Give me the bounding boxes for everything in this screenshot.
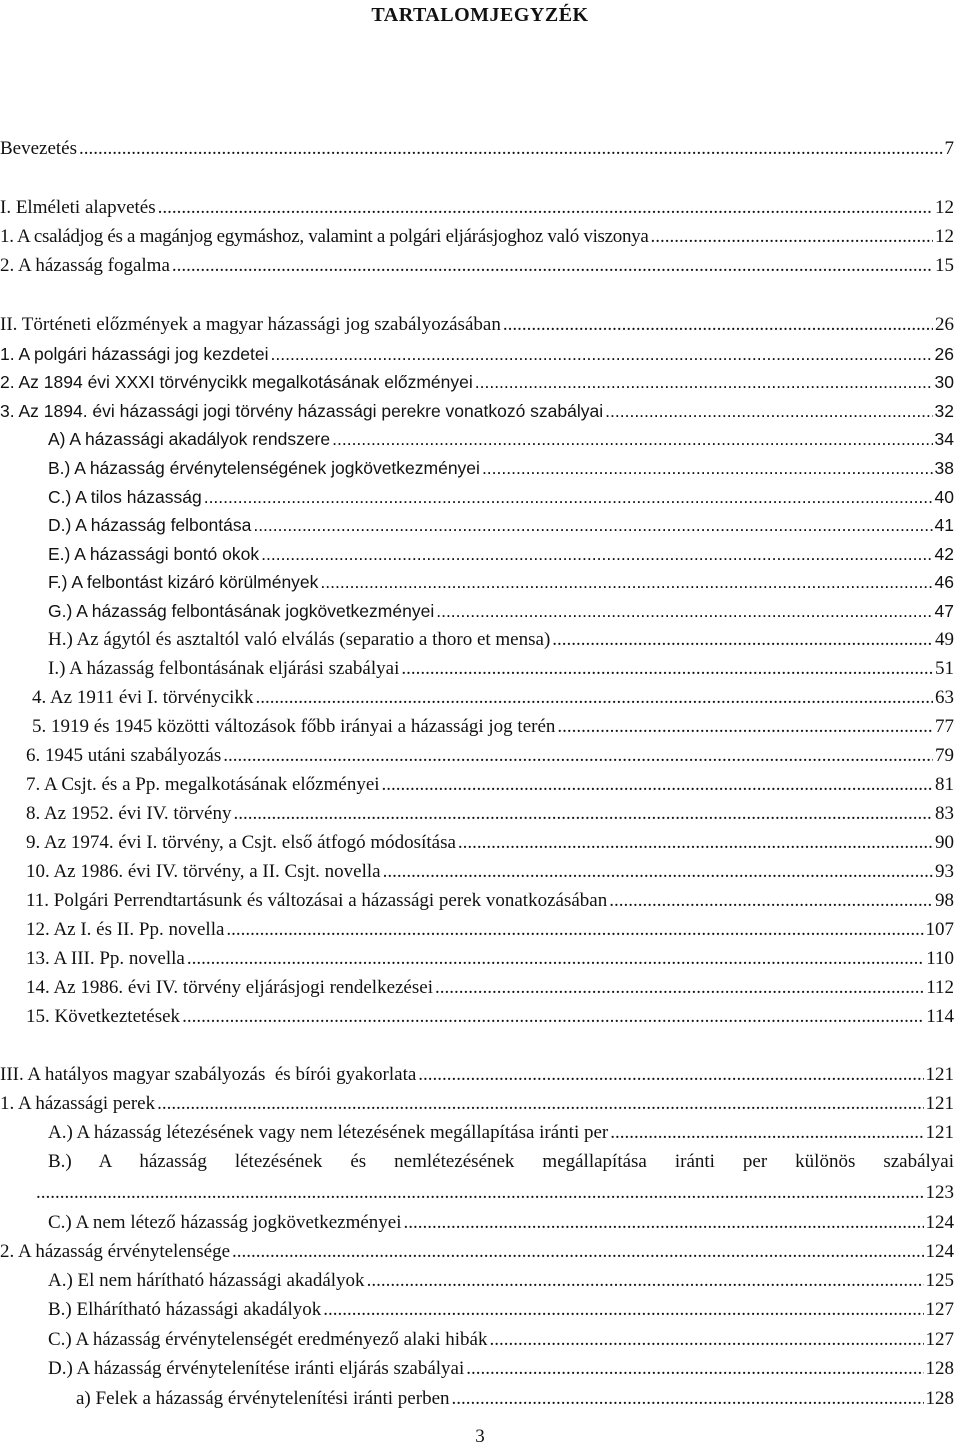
leader-dots bbox=[436, 598, 932, 624]
toc-entry-text: 5. 1919 és 1945 közötti változások főbb irányai a házassági jog terén bbox=[32, 716, 556, 737]
toc-entry-chapter-3[interactable] bbox=[0, 1062, 954, 1088]
toc-entry-text: E.) A házassági bontó okok bbox=[48, 544, 260, 564]
leader-dots bbox=[367, 1268, 924, 1294]
toc-entry-page: 30 bbox=[934, 372, 954, 392]
toc-entry-1-1[interactable] bbox=[0, 224, 954, 250]
toc-entry-page: 127 bbox=[925, 1329, 954, 1350]
toc-entry-text: A.) A házasság létezésének vagy nem létezésének megállapítása iránti per bbox=[48, 1122, 609, 1143]
leader-dots bbox=[458, 830, 933, 856]
toc-entry-page: 121 bbox=[925, 1064, 954, 1085]
toc-entry-chapter-1[interactable] bbox=[0, 195, 954, 221]
leader-dots bbox=[466, 1356, 923, 1382]
toc-entry-page: 63 bbox=[935, 687, 954, 708]
leader-dots bbox=[605, 398, 932, 424]
toc-entry-page: 46 bbox=[934, 572, 954, 592]
toc-entry-2-7[interactable] bbox=[26, 772, 954, 798]
toc-entry-2-3-f[interactable] bbox=[48, 569, 954, 595]
page-number: 3 bbox=[475, 1426, 485, 1447]
leader-dots bbox=[320, 569, 932, 595]
toc-entry-text: 2. Az 1894 évi XXXI törvénycikk megalkotásának előzményei bbox=[0, 372, 473, 392]
toc-entry-text: 3. Az 1894. évi házassági jogi törvény házassági perekre vonatkozó szabályai bbox=[0, 401, 604, 421]
toc-entry-2-11[interactable] bbox=[26, 888, 954, 914]
leader-dots bbox=[172, 253, 933, 279]
toc-entry-2-10[interactable] bbox=[26, 859, 954, 885]
toc-entry-3-1[interactable] bbox=[0, 1091, 954, 1117]
toc-entry-page: 7 bbox=[944, 138, 954, 159]
leader-dots bbox=[557, 714, 933, 740]
toc-entry-text: 6. 1945 utáni szabályozás bbox=[26, 745, 222, 766]
toc-entry-2-2[interactable] bbox=[0, 369, 954, 395]
toc-entry-3-1-b-text[interactable]: B.) A házasság létezésének és nemlétezésének megállapítása iránti per különös szabályai bbox=[48, 1151, 954, 1172]
leader-dots bbox=[271, 341, 933, 367]
toc-entry-text: D.) A házasság érvénytelenítése iránti eljárás szabályai bbox=[48, 1358, 465, 1379]
toc-entry-3-2[interactable] bbox=[0, 1239, 954, 1265]
toc-entry-page: 107 bbox=[925, 919, 954, 940]
toc-entry-text: 4. Az 1911 évi I. törvénycikk bbox=[32, 687, 254, 708]
toc-entry-page: 26 bbox=[935, 314, 954, 335]
leader-dots bbox=[489, 1327, 923, 1353]
toc-entry-page: 12 bbox=[935, 197, 954, 218]
toc-entry-text: 11. Polgári Perrendtartásunk és változásai a házassági perek vonatkozásában bbox=[26, 890, 608, 911]
toc-entry-page: 127 bbox=[925, 1299, 954, 1320]
toc-entry-text: C.) A házasság érvénytelenségét eredményező alaki hibák bbox=[48, 1329, 488, 1350]
toc-entry-3-2-b[interactable] bbox=[48, 1297, 954, 1323]
toc-entry-3-1-a[interactable] bbox=[48, 1120, 954, 1146]
leader-dots bbox=[233, 801, 933, 827]
toc-entry-page: 121 bbox=[925, 1093, 954, 1114]
toc-entry-page: 47 bbox=[934, 601, 954, 621]
toc-entry-text: 1. A polgári házassági jog kezdetei bbox=[0, 344, 269, 364]
toc-entry-text: F.) A felbontást kizáró körülmények bbox=[48, 572, 319, 592]
toc-entry-2-3-c[interactable] bbox=[48, 484, 954, 510]
toc-entry-text: 9. Az 1974. évi I. törvény, a Csjt. első átfogó módosítása bbox=[26, 832, 456, 853]
toc-entry-page: 15 bbox=[935, 255, 954, 276]
leader-dots bbox=[158, 195, 933, 221]
leader-dots bbox=[204, 484, 933, 510]
toc-entry-text: B.) A házasság érvénytelenségének jogkövetkezményei bbox=[48, 458, 480, 478]
page-title: TARTALOMJEGYZÉK bbox=[371, 4, 589, 26]
toc-entry-text: A.) El nem hárítható házassági akadályok bbox=[48, 1270, 365, 1291]
toc-entry-text: Bevezetés bbox=[0, 138, 78, 159]
toc-entry-2-6[interactable] bbox=[26, 743, 954, 769]
toc-entry-page: 81 bbox=[935, 774, 954, 795]
toc-entry-page: 110 bbox=[926, 948, 954, 969]
toc-entry-page: 123 bbox=[925, 1182, 954, 1203]
toc-entry-page: 41 bbox=[934, 515, 954, 535]
toc-entry-text: 14. Az 1986. évi IV. törvény eljárásjogi rendelkezései bbox=[26, 977, 433, 998]
toc-entry-text: 8. Az 1952. évi IV. törvény bbox=[26, 803, 232, 824]
leader-dots bbox=[36, 1180, 924, 1206]
toc-entry-2-3-d[interactable] bbox=[48, 512, 954, 538]
toc-entry-text: A) A házassági akadályok rendszere bbox=[48, 429, 331, 449]
toc-entry-page: 93 bbox=[935, 861, 954, 882]
toc-entry-introduction[interactable] bbox=[0, 136, 954, 162]
leader-dots bbox=[157, 1091, 923, 1117]
leader-dots bbox=[223, 743, 933, 769]
toc-entry-page: 40 bbox=[934, 487, 954, 507]
leader-dots bbox=[452, 1386, 924, 1412]
toc-entry-2-8[interactable] bbox=[26, 801, 954, 827]
toc-entry-page: 38 bbox=[934, 458, 954, 478]
leader-dots bbox=[404, 1210, 924, 1236]
toc-entry-2-3-b[interactable] bbox=[48, 455, 954, 481]
toc-entry-page: 34 bbox=[934, 429, 954, 449]
toc-entry-2-3-i[interactable] bbox=[48, 656, 954, 682]
toc-entry-2-3-e[interactable] bbox=[48, 541, 954, 567]
toc-entry-page: 125 bbox=[925, 1270, 954, 1291]
toc-entry-page: 77 bbox=[935, 716, 954, 737]
leader-dots bbox=[255, 685, 933, 711]
leader-dots bbox=[435, 975, 924, 1001]
toc-entry-text: 15. Következtetések bbox=[26, 1006, 181, 1027]
toc-entry-page: 98 bbox=[935, 890, 954, 911]
toc-entry-2-3-g[interactable] bbox=[48, 598, 954, 624]
toc-entry-page: 79 bbox=[935, 745, 954, 766]
toc-entry-page: 26 bbox=[934, 344, 954, 364]
toc-entry-text: D.) A házasság felbontása bbox=[48, 515, 252, 535]
toc-entry-3-2-c[interactable] bbox=[48, 1327, 954, 1353]
leader-dots bbox=[79, 136, 942, 162]
leader-dots bbox=[382, 772, 933, 798]
toc-entry-page: 51 bbox=[935, 658, 954, 679]
leader-dots bbox=[182, 1004, 924, 1030]
toc-entry-page: 32 bbox=[934, 401, 954, 421]
toc-entry-text: I. Elméleti alapvetés bbox=[0, 197, 156, 218]
toc-entry-text: B.) Elhárítható házassági akadályok bbox=[48, 1299, 322, 1320]
leader-dots bbox=[475, 369, 933, 395]
toc-entry-text: C.) A tilos házasság bbox=[48, 487, 202, 507]
leader-dots bbox=[261, 541, 932, 567]
toc-entry-page: 49 bbox=[935, 629, 954, 650]
toc-entry-page: 12 bbox=[935, 226, 954, 247]
toc-entry-text: III. A hatályos magyar szabályozás és bírói gyakorlata bbox=[0, 1064, 417, 1085]
toc-entry-page: 90 bbox=[935, 832, 954, 853]
toc-entry-1-2[interactable] bbox=[0, 253, 954, 279]
toc-entry-page: 112 bbox=[926, 977, 954, 998]
toc-entry-2-3-h[interactable] bbox=[48, 627, 954, 653]
toc-entry-text: H.) Az ágytól és asztaltól való elválás (separatio a thoro et mensa) bbox=[48, 629, 551, 650]
toc-entry-text: 2. A házasság fogalma bbox=[0, 255, 170, 276]
leader-dots bbox=[226, 917, 923, 943]
toc-entry-text: 7. A Csjt. és a Pp. megalkotásának előzményei bbox=[26, 774, 380, 795]
leader-dots bbox=[253, 512, 932, 538]
toc-entry-page: 114 bbox=[926, 1006, 954, 1027]
toc-entry-3-2-d[interactable] bbox=[48, 1356, 954, 1382]
toc-entry-chapter-2[interactable] bbox=[0, 312, 954, 338]
toc-entry-2-3[interactable] bbox=[0, 398, 954, 424]
leader-dots bbox=[552, 627, 933, 653]
toc-entry-text: G.) A házasság felbontásának jogkövetkezményei bbox=[48, 601, 435, 621]
toc-entry-2-15[interactable] bbox=[26, 1004, 954, 1030]
leader-dots bbox=[482, 455, 933, 481]
toc-entry-page: 121 bbox=[925, 1122, 954, 1143]
toc-entry-2-4[interactable] bbox=[32, 685, 954, 711]
toc-entry-text: a) Felek a házasság érvénytelenítési iránti perben bbox=[76, 1388, 450, 1409]
toc-entry-page: 128 bbox=[925, 1388, 954, 1409]
toc-entry-text: 2. A házasság érvénytelensége bbox=[0, 1241, 231, 1262]
toc-entry-3-1-b-leader[interactable] bbox=[34, 1180, 954, 1206]
leader-dots bbox=[401, 656, 933, 682]
toc-entry-text: 13. A III. Pp. novella bbox=[26, 948, 185, 969]
leader-dots bbox=[609, 888, 933, 914]
toc-entry-text: 10. Az 1986. évi IV. törvény, a II. Csjt. novella bbox=[26, 861, 381, 882]
toc-entry-text: C.) A nem létező házasság jogkövetkezményei bbox=[48, 1212, 402, 1233]
leader-dots bbox=[232, 1239, 923, 1265]
toc-entry-2-14[interactable] bbox=[26, 975, 954, 1001]
toc-entry-2-13[interactable] bbox=[26, 946, 954, 972]
leader-dots bbox=[323, 1297, 923, 1323]
toc-entry-page: 124 bbox=[925, 1241, 954, 1262]
leader-dots bbox=[418, 1062, 923, 1088]
leader-dots bbox=[383, 859, 933, 885]
leader-dots bbox=[503, 312, 933, 338]
toc-entry-page: 42 bbox=[934, 544, 954, 564]
toc-entry-2-3-a[interactable] bbox=[48, 426, 954, 452]
toc-entry-2-5[interactable] bbox=[32, 714, 954, 740]
toc-entry-3-1-c[interactable] bbox=[48, 1210, 954, 1236]
toc-entry-2-9[interactable] bbox=[26, 830, 954, 856]
leader-dots bbox=[332, 426, 932, 452]
toc-entry-text: 12. Az I. és II. Pp. novella bbox=[26, 919, 225, 940]
toc-entry-page: 83 bbox=[935, 803, 954, 824]
leader-dots bbox=[187, 946, 924, 972]
toc-entry-2-12[interactable] bbox=[26, 917, 954, 943]
toc-entry-text: I.) A házasság felbontásának eljárási szabályai bbox=[48, 658, 400, 679]
toc-entry-page: 128 bbox=[925, 1358, 954, 1379]
leader-dots bbox=[651, 224, 933, 250]
toc-entry-text: II. Történeti előzmények a magyar házassági jog szabályozásában bbox=[0, 314, 501, 335]
toc-entry-3-2-a[interactable] bbox=[48, 1268, 954, 1294]
leader-dots bbox=[610, 1120, 923, 1146]
toc-entry-2-1[interactable] bbox=[0, 341, 954, 367]
toc-entry-text: 1. A családjog és a magánjog egymáshoz, valamint a polgári eljárásjoghoz való viszonya bbox=[0, 226, 649, 247]
toc-entry-3-2-d-a[interactable] bbox=[76, 1386, 954, 1412]
toc-entry-page: 124 bbox=[925, 1212, 954, 1233]
toc-entry-text: 1. A házassági perek bbox=[0, 1093, 156, 1114]
